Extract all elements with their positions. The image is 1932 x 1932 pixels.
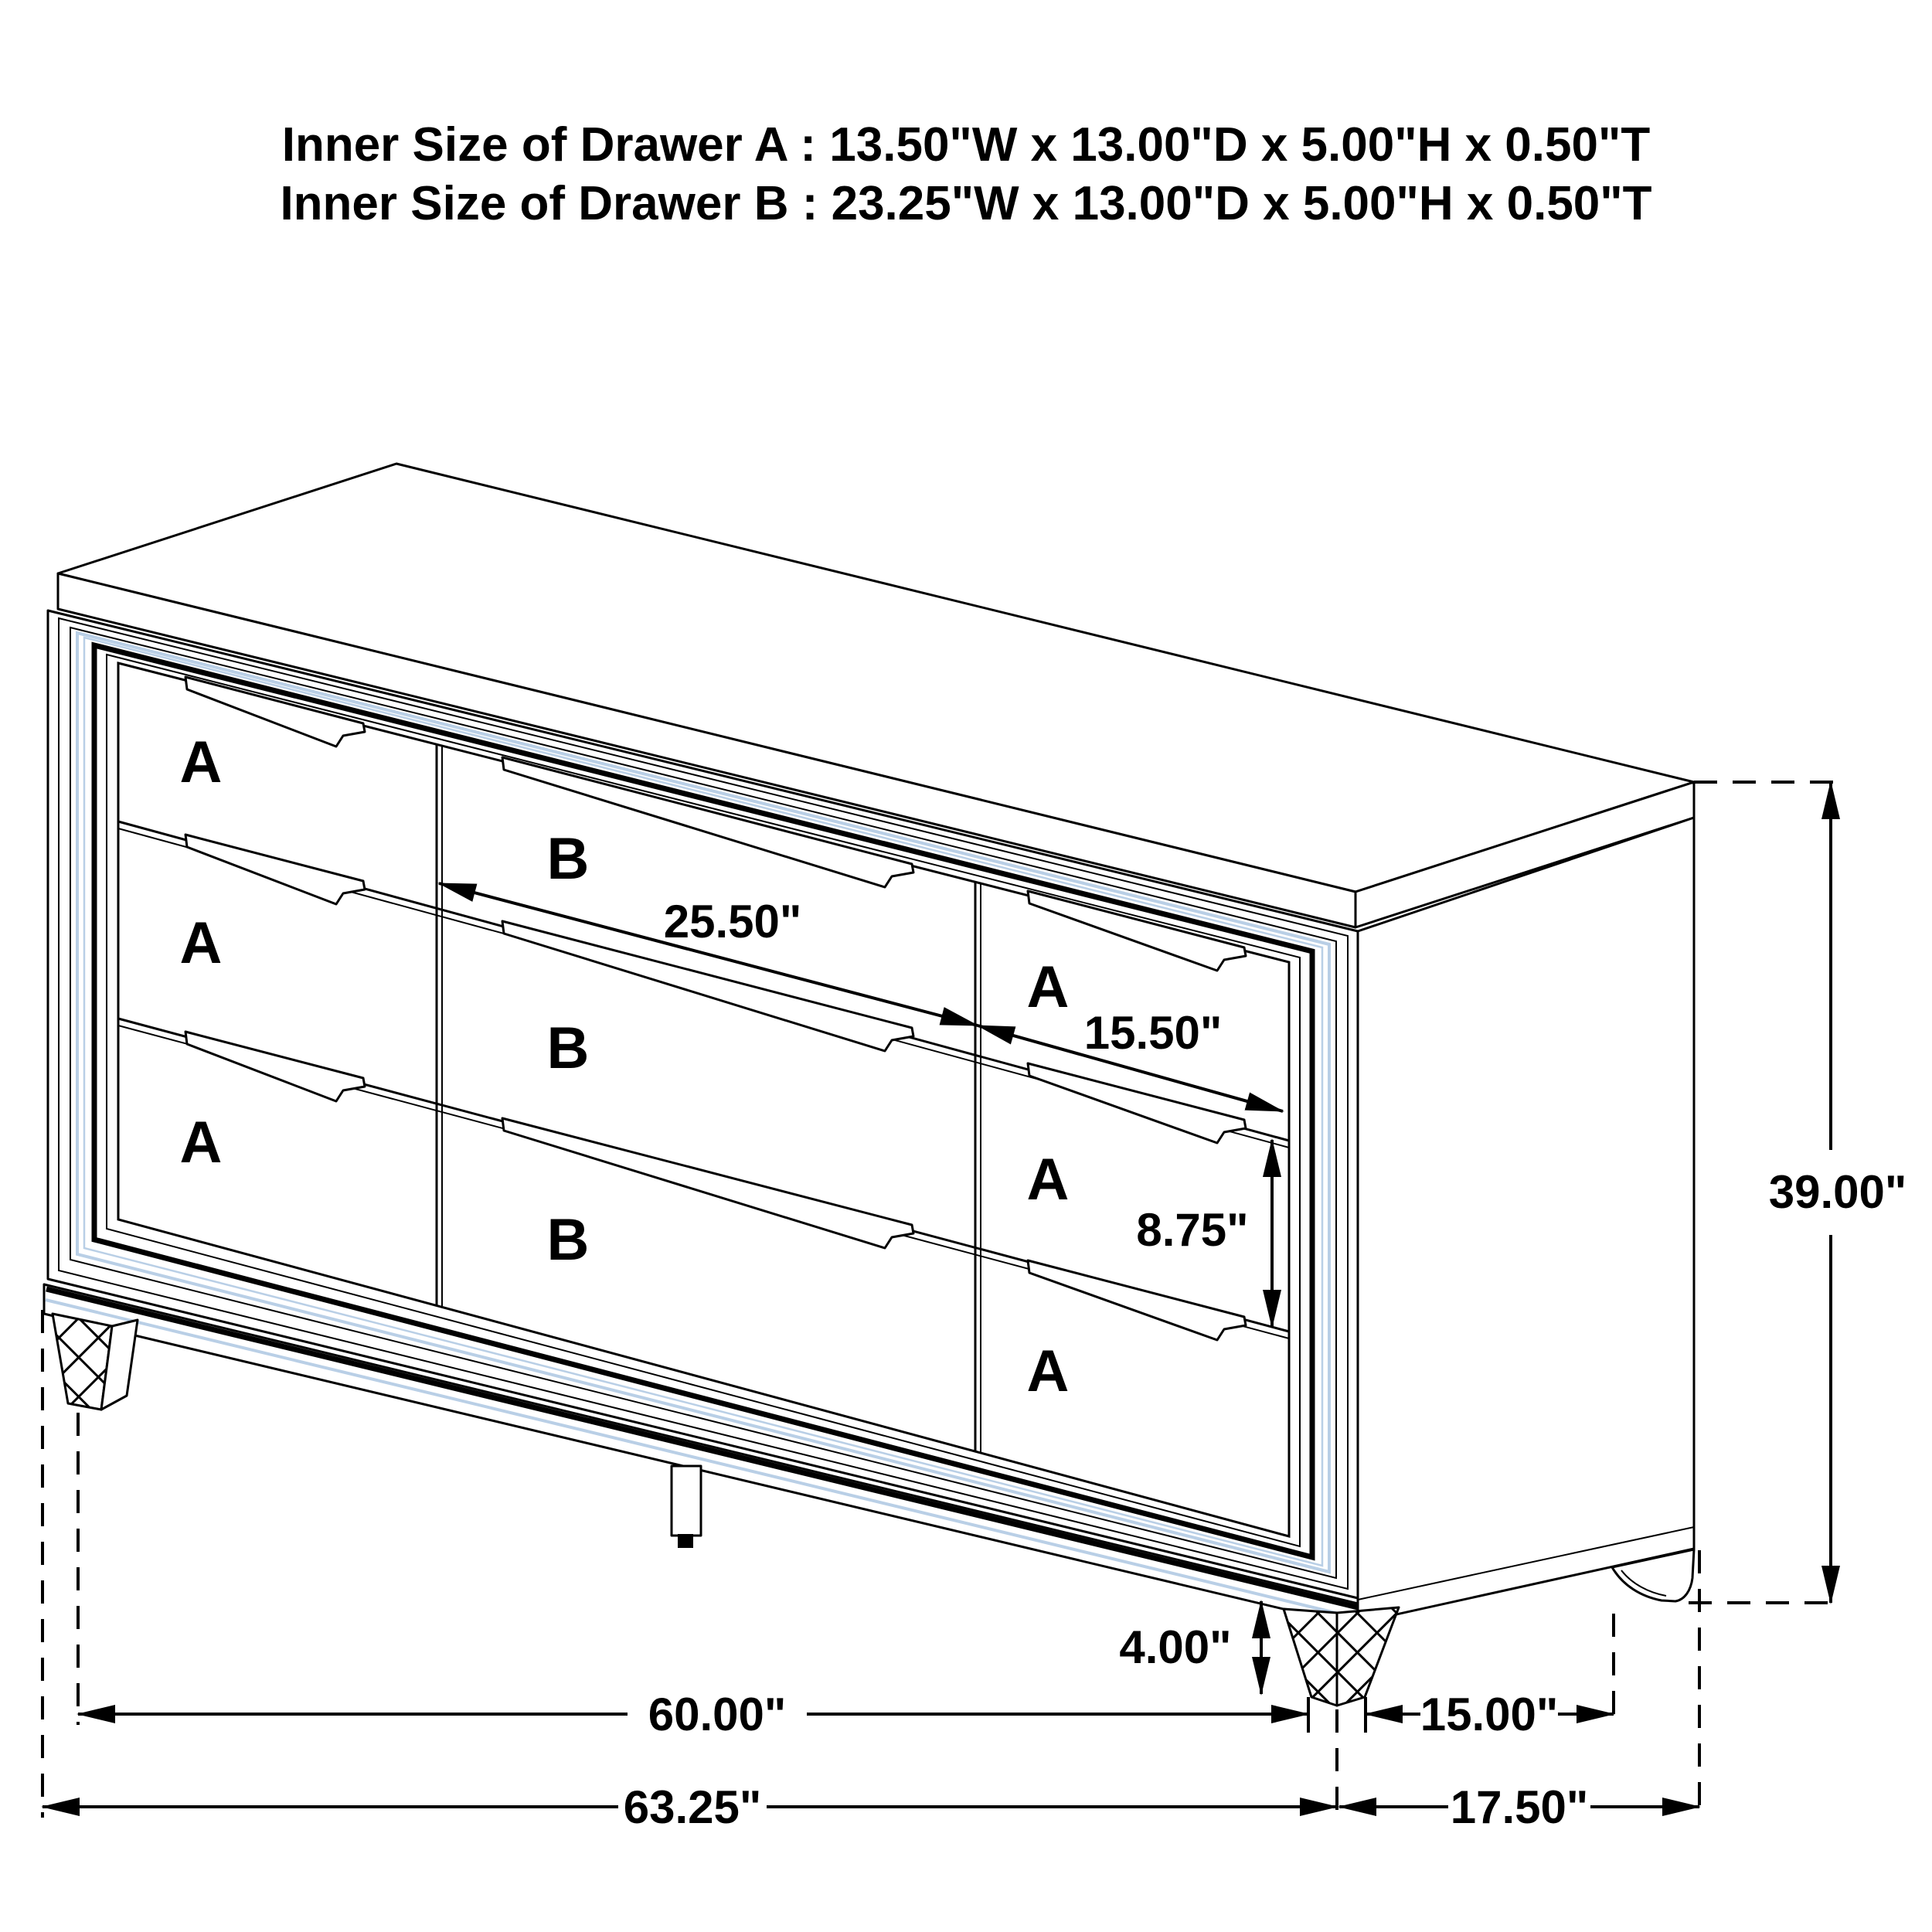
label-a-right-mid: A (1026, 1147, 1070, 1213)
front-left-leg (53, 1314, 138, 1410)
dim-leg-height-label: 4.00" (1119, 1621, 1232, 1673)
dim-overall-width (43, 1781, 1337, 1833)
label-b-bot: B (546, 1207, 590, 1273)
label-a-left-top: A (179, 730, 223, 795)
label-b-top: B (546, 826, 590, 892)
dresser-side-panel (1358, 818, 1694, 1623)
dim-leg-height (1119, 1601, 1261, 1694)
title-line-2: Inner Size of Drawer B : 23.25"W x 13.00"D x 5.00"H x 0.50"T (280, 177, 1652, 230)
dim-drawer-opening-height-label: 8.75" (1136, 1204, 1249, 1256)
dim-overall-depth-label: 17.50" (1450, 1781, 1589, 1833)
label-a-left-bot: A (179, 1110, 223, 1175)
label-b-mid: B (546, 1015, 590, 1081)
dim-overall-height (1769, 782, 1907, 1603)
dim-drawer-b-width-label: 25.50" (663, 896, 802, 947)
label-a-left-mid: A (179, 910, 223, 976)
center-support-leg (672, 1466, 701, 1548)
dim-overall-depth (1339, 1781, 1699, 1833)
dim-side-leg-spacing (1366, 1689, 1614, 1740)
front-right-leg (1284, 1607, 1399, 1706)
dim-front-width-between-legs (78, 1689, 1308, 1740)
label-a-right-top: A (1026, 954, 1070, 1020)
dresser-drawing (44, 464, 1694, 1706)
dim-overall-width-label: 63.25" (623, 1781, 762, 1833)
title-line-1: Inner Size of Drawer A : 13.50"W x 13.00"D x 5.00"H x 0.50"T (281, 118, 1651, 172)
dim-overall-height-label: 39.00" (1768, 1166, 1907, 1218)
dim-drawer-a-width-label: 15.50" (1083, 1007, 1223, 1059)
label-a-right-bot: A (1026, 1338, 1070, 1404)
dim-side-leg-spacing-label: 15.00" (1420, 1689, 1559, 1740)
dim-front-width-between-legs-label: 60.00" (648, 1689, 787, 1740)
